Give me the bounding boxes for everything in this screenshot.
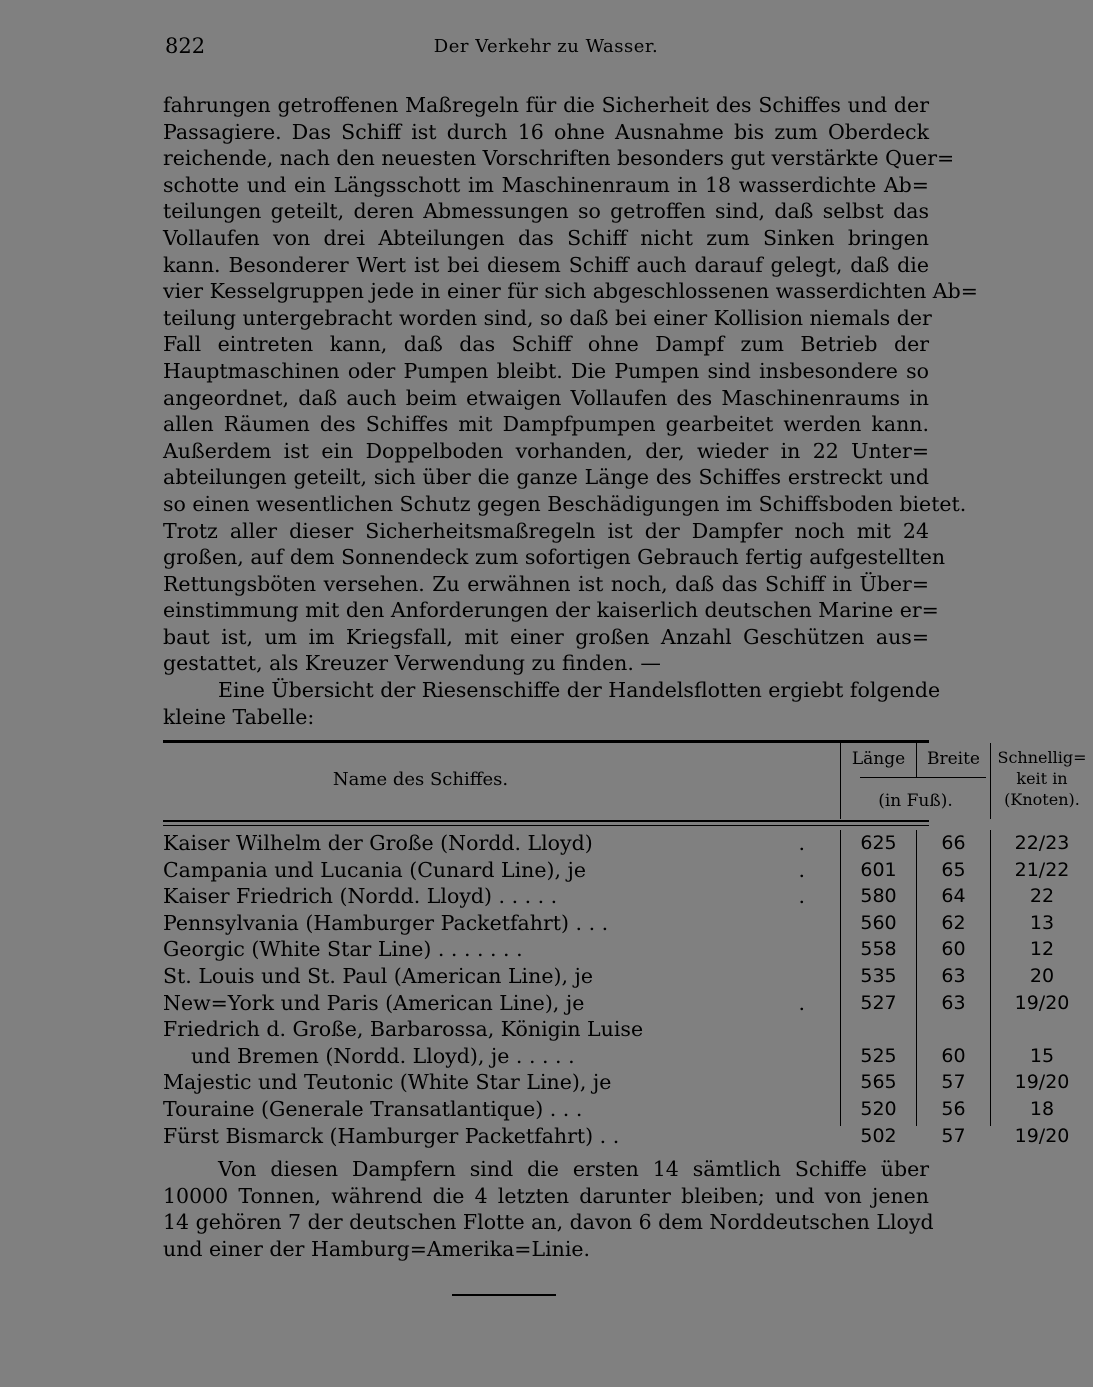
body-text — [163, 92, 978, 730]
ship-width: 65 — [941, 858, 966, 881]
ship-length: 558 — [860, 938, 897, 961]
header-name: Name des Schiffes. — [332, 769, 509, 790]
body-line: schotte und ein Längsschott im Maschinenraum in 18 wasserdichte Ab= — [163, 172, 929, 197]
table-body — [163, 830, 1070, 1149]
leader-dots: . — [798, 831, 805, 855]
ship-name-line: und Bremen (Nordd. Lloyd), je . . . . . — [191, 1043, 575, 1068]
ship-length: 625 — [860, 832, 897, 854]
body-line: Passagiere. Das Schiff ist durch 16 ohne Ausnahme bis zum Oberdeck — [163, 119, 929, 144]
table-row — [163, 990, 1070, 1017]
ship-name-line: Friedrich d. Große, Barbarossa, Königin Luise — [163, 1017, 644, 1042]
header-unit: (in Fuß). — [878, 791, 953, 811]
body-line: gestattet, als Kreuzer Verwendung zu finden. — — [163, 651, 661, 676]
body-line: großen, auf dem Sonnendeck zum sofortigen Gebrauch fertig aufgestellten — [163, 545, 946, 570]
body-line: Außerdem ist ein Doppelboden vorhanden, der, wieder in 22 Unter= — [163, 438, 929, 463]
body-line: Von diesen Dampfern sind die ersten 14 sämtlich Schiffe über — [218, 1157, 929, 1181]
leader-dots: . — [798, 990, 805, 1015]
body-line: fahrungen getroffenen Maßregeln für die Sicherheit des Schiffes und der — [163, 93, 929, 117]
header-brace — [860, 769, 986, 778]
body-line: teilung untergebracht worden sind, so daß bei einer Kollision niemals der — [163, 305, 932, 330]
ship-speed: 12 — [1029, 938, 1055, 961]
table-row — [163, 883, 1055, 910]
ship-speed: 19/20 — [1014, 991, 1070, 1014]
ship-length: 560 — [860, 911, 897, 934]
ship-width: 56 — [941, 1097, 966, 1120]
ship-speed: 22/23 — [1014, 832, 1070, 854]
body-line: kleine Tabelle: — [163, 704, 315, 729]
ship-width: 63 — [941, 964, 966, 987]
page-number: 822 — [165, 34, 206, 58]
section-end-rule — [452, 1294, 556, 1296]
table-row — [163, 830, 1070, 857]
ship-width: 60 — [941, 938, 966, 961]
ship-name: Fürst Bismarck (Hamburger Packetfahrt) . . — [163, 1123, 620, 1148]
ship-length: 535 — [860, 964, 897, 987]
body-line: Fall eintreten kann, daß das Schiff ohne Dampf zum Betrieb der — [163, 332, 929, 357]
ships-table — [163, 740, 1087, 1149]
ship-speed: 20 — [1029, 964, 1055, 987]
body-line: teilungen geteilt, deren Abmessungen so getroffen sind, daß selbst das — [163, 199, 929, 224]
table-row — [163, 1096, 1055, 1123]
table-row — [163, 963, 1055, 990]
ship-length: 525 — [860, 1044, 897, 1067]
body-line: allen Räumen des Schiffes mit Dampfpumpen gearbeitet werden kann. — [163, 412, 929, 437]
page-header — [165, 34, 927, 64]
leader-dots: . — [798, 884, 805, 909]
table-row — [163, 857, 1070, 884]
body-line: Hauptmaschinen oder Pumpen bleibt. Die Pumpen sind insbesondere so — [163, 358, 929, 383]
ship-speed: 18 — [1029, 1097, 1055, 1120]
table-row — [163, 936, 1055, 963]
ship-width: 60 — [941, 1044, 966, 1067]
body-line: baut ist, um im Kriegsfall, mit einer großen Anzahl Geschützen aus= — [163, 624, 929, 649]
ship-width: 66 — [941, 832, 966, 854]
ship-length: 580 — [860, 885, 897, 908]
table-row — [163, 1069, 1070, 1096]
table-row — [163, 1016, 1055, 1069]
ship-speed: 21/22 — [1014, 858, 1070, 881]
body-line: Eine Übersicht der Riesenschiffe der Handelsflotten ergiebt folgende — [218, 678, 941, 703]
table-header-rule — [163, 825, 929, 826]
ship-speed: 22 — [1029, 885, 1055, 908]
ship-width: 62 — [941, 911, 966, 934]
ship-length: 502 — [860, 1124, 897, 1147]
body-line: Vollaufen von drei Abteilungen das Schiff nicht zum Sinken bringen — [163, 225, 929, 250]
body-line: Rettungsböten versehen. Zu erwähnen ist noch, daß das Schiff in Über= — [163, 571, 929, 596]
column-divider — [840, 743, 841, 819]
header-laenge: Länge — [851, 749, 906, 769]
ship-name: Majestic und Teutonic (White Star Line), je — [163, 1070, 612, 1095]
ship-length: 520 — [860, 1097, 897, 1120]
header-speed-line: (Knoten). — [1004, 790, 1080, 809]
body-line: kann. Besonderer Wert ist bei diesem Schiff auch darauf gelegt, daß die — [163, 252, 929, 277]
ship-length: 527 — [860, 991, 897, 1014]
body-line: Trotz aller dieser Sicherheitsmaßregeln ist der Dampfer noch mit 24 — [163, 518, 929, 543]
ship-speed: 19/20 — [1014, 1071, 1070, 1094]
ship-width: 57 — [941, 1071, 966, 1094]
body-line: vier Kesselgruppen jede in einer für sich abgeschlossenen wasserdichten Ab= — [163, 279, 978, 304]
ship-speed: 19/20 — [1014, 1124, 1070, 1147]
header-breite: Breite — [926, 749, 980, 769]
body-line: und einer der Hamburg=Amerika=Linie. — [163, 1236, 591, 1261]
ship-width: 64 — [941, 885, 966, 908]
ship-speed: 15 — [1029, 1044, 1055, 1067]
ship-name: New=York und Paris (American Line), je — [163, 990, 585, 1015]
ship-name: Touraine (Generale Transatlantique) . . . — [163, 1096, 583, 1121]
ship-name: Campania und Lucania (Cunard Line), je — [163, 857, 587, 882]
ship-name — [163, 1016, 653, 1069]
table-row — [163, 910, 1055, 937]
table-header — [163, 743, 1087, 819]
body-line: reichende, nach den neuesten Vorschriften besonders gut verstärkte Quer= — [163, 146, 955, 171]
ship-name: St. Louis und St. Paul (American Line), je — [163, 963, 593, 988]
ship-name: Kaiser Wilhelm der Große (Nordd. Lloyd) — [163, 831, 593, 855]
header-speed-line: keit in — [1016, 769, 1068, 788]
ship-length: 601 — [860, 858, 897, 881]
body-line: so einen wesentlichen Schutz gegen Beschädigungen im Schiffsboden bietet. — [163, 491, 967, 516]
header-speed — [992, 747, 1092, 810]
body-line: einstimmung mit den Anforderungen der kaiserlich deutschen Marine er= — [163, 598, 939, 623]
leader-dots: . — [798, 857, 805, 882]
ship-name: Kaiser Friedrich (Nordd. Lloyd) . . . . . — [163, 884, 558, 909]
body-line: abteilungen geteilt, sich über die ganze Länge des Schiffes erstreckt und — [163, 465, 929, 490]
ship-length: 565 — [860, 1071, 897, 1094]
header-speed-line: Schnellig= — [997, 748, 1087, 767]
table-header-rule — [163, 820, 929, 822]
ship-width: 63 — [941, 991, 966, 1014]
ship-name: Pennsylvania (Hamburger Packetfahrt) . . . — [163, 910, 609, 935]
column-divider — [990, 743, 991, 819]
body-line: 14 gehören 7 der deutschen Flotte an, davon 6 dem Norddeutschen Lloyd — [163, 1210, 934, 1235]
ship-name: Georgic (White Star Line) . . . . . . . — [163, 937, 523, 962]
ship-width: 57 — [941, 1124, 966, 1147]
running-head: Der Verkehr zu Wasser. — [433, 36, 659, 57]
closing-paragraph — [163, 1156, 934, 1262]
body-line: 10000 Tonnen, während die 4 letzten darunter bleiben; und von jenen — [163, 1183, 929, 1208]
ship-speed: 13 — [1029, 911, 1055, 934]
body-line: angeordnet, daß auch beim etwaigen Vollaufen des Maschinenraums in — [163, 385, 929, 410]
table-row — [163, 1123, 1070, 1150]
